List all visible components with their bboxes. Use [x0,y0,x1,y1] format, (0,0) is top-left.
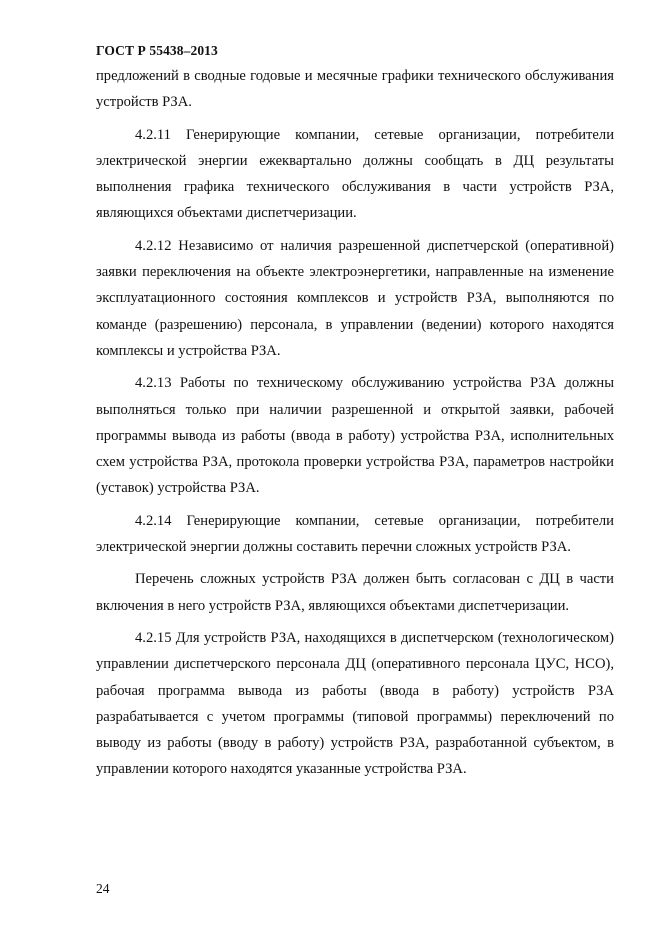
document-header: ГОСТ Р 55438–2013 [96,43,218,58]
paragraph-4-2-13: 4.2.13 Работы по техническому обслуживанию устройства РЗА должны выполняться только при наличии разрешенной и открытой заявки, рабочей программы вывода из работы (ввода в работу) устройства РЗА, исполнительных схем устройства РЗА, протокола проверки устройства РЗА, параметров настройки (уставок) устройства РЗА. [96,375,614,497]
page-number: 24 [96,881,110,896]
paragraph-complex-devices-list: Перечень сложных устройств РЗА должен быть согласован с ДЦ в части включения в него устройств РЗА, являющихся объектами диспетчеризации. [96,571,614,614]
paragraph-4-2-12: 4.2.12 Независимо от наличия разрешенной диспетчерской (оперативной) заявки переключения на объекте электроэнергетики, направленные на изменение эксплуатационного состояния комплексов и устройств РЗА, выполняются по команде (разрешению) персонала, в управлении (ведении) которого находятся комплексы и устройства РЗА. [96,237,614,359]
paragraph-4-2-11: 4.2.11 Генерирующие компании, сетевые организации, потребители электрической энергии ежеквартально должны сообщать в ДЦ результаты выполнения графика технического обслуживания в части устройств РЗА, являющихся объектами диспетчеризации. [96,126,614,222]
paragraph-continuation: предложений в сводные годовые и месячные графики технического обслуживания устройств РЗА. [96,68,614,111]
document-body [96,63,614,783]
paragraph-4-2-15: 4.2.15 Для устройств РЗА, находящихся в диспетчерском (технологическом) управлении диспетчерского персонала ДЦ (оперативного персонала ЦУС, НСО), рабочая программа вывода из работы (ввода в работу) устройств РЗА разрабатывается с учетом программы (типовой программы) переключений по выводу из работы (вводу в работу) устройств РЗА, разработанной субъектом, в управлении которого находятся указанные устройства РЗА. [96,629,614,778]
paragraph-4-2-14: 4.2.14 Генерирующие компании, сетевые организации, потребители электрической энергии должны составить перечни сложных устройств РЗА. [96,512,614,556]
